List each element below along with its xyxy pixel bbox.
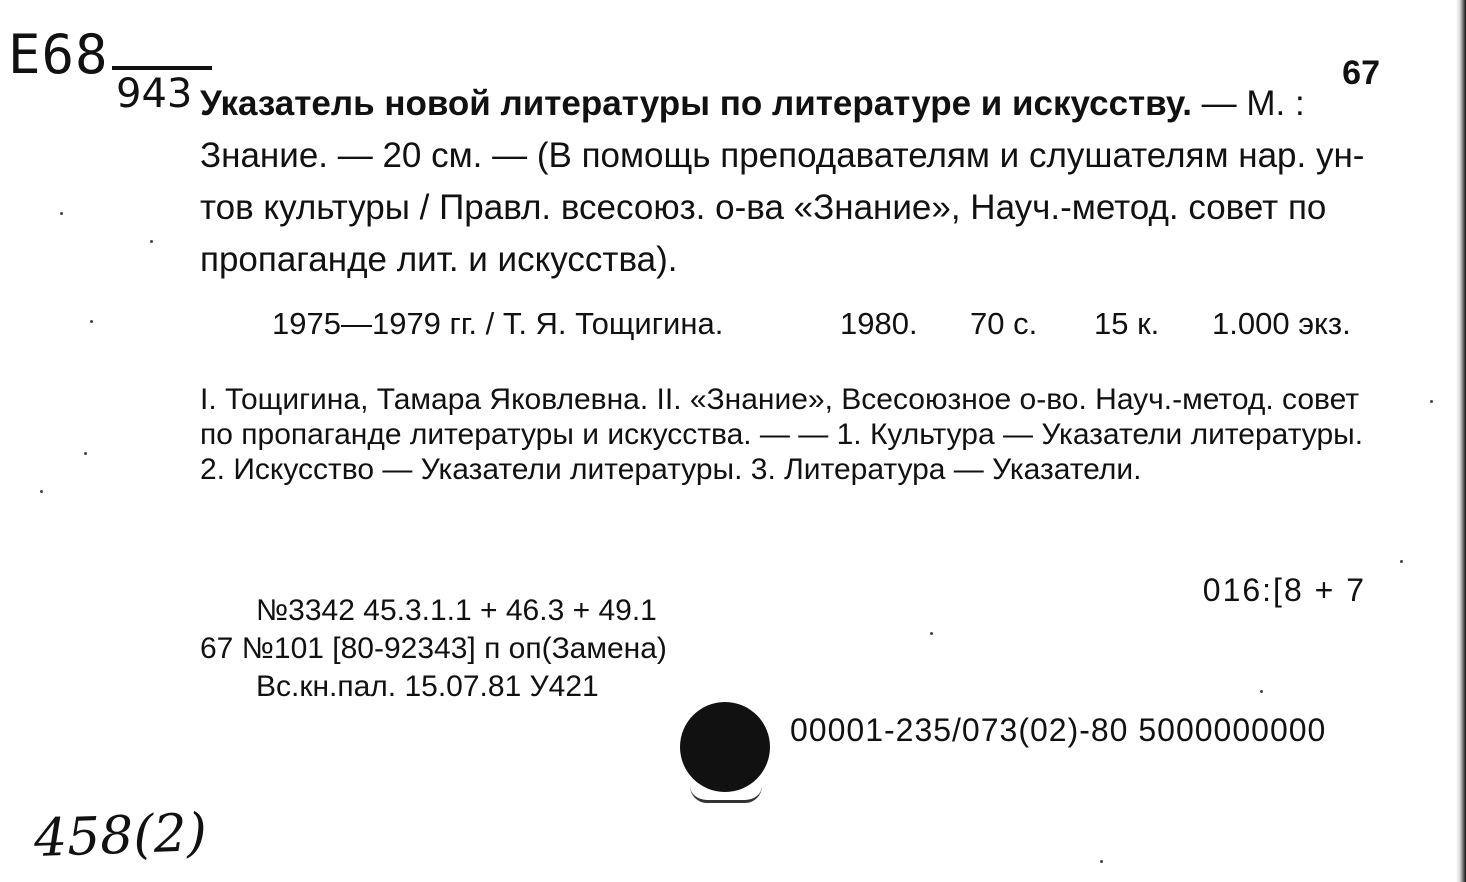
title-rest: — М. : Знание. — 20 см. — (В помощь преподавателям и слушателям нар. ун-тов культуры / Правл. всесоюз. о-ва «Знание», Науч.-метод. совет по пропаганде лит. и искусства). bbox=[200, 84, 1365, 279]
paper-speck bbox=[930, 632, 933, 635]
punch-hole bbox=[680, 702, 770, 792]
paper-speck bbox=[1100, 860, 1103, 863]
classification-index: 016:[8 + 7 bbox=[1202, 572, 1366, 608]
page-count: 70 с. bbox=[970, 306, 1038, 341]
technical-line-1: №3342 45.3.1.1 + 46.3 + 49.1 bbox=[256, 594, 657, 627]
price: 15 к. bbox=[1094, 306, 1160, 341]
paper-speck bbox=[1430, 400, 1433, 403]
contents-note: 1975—1979 гг. / Т. Я. Тощигина. bbox=[272, 306, 724, 341]
paper-speck bbox=[60, 212, 63, 215]
paper-speck bbox=[150, 240, 153, 243]
shelf-mark-code: Е68 bbox=[8, 23, 109, 86]
bibliographic-description bbox=[200, 78, 1370, 286]
card-number: 67 bbox=[1342, 54, 1380, 92]
technical-line-2: 67 №101 [80-92343] п оп(Замена) bbox=[200, 632, 667, 665]
paper-speck bbox=[1400, 560, 1403, 563]
shelf-mark-number: 943 bbox=[116, 71, 193, 117]
technical-line-3: Вс.кн.пал. 15.07.81 У421 bbox=[256, 670, 599, 703]
paper-speck bbox=[84, 452, 87, 455]
publication-year: 1980. bbox=[840, 306, 918, 341]
technical-data bbox=[200, 592, 667, 706]
paper-speck bbox=[90, 320, 93, 323]
punch-hole-shadow bbox=[690, 786, 762, 803]
print-run: 1.000 экз. bbox=[1212, 306, 1351, 341]
edition-code: 00001-235/073(02)-80 5000000000 bbox=[790, 712, 1327, 748]
tracings: I. Тощигина, Тамара Яковлевна. II. «Знание», Всесоюзное о-во. Науч.-метод. совет по пропаганде литературы и искусства. — — 1. Культура — Указатели литературы. 2. Искусство — Указатели литературы. 3. Литература — Указатели. bbox=[200, 383, 1364, 486]
title-lead: Указатель новой литературы по литературе и искусству. bbox=[200, 84, 1192, 123]
card-edge-shadow bbox=[1456, 0, 1466, 882]
handwritten-note: 458(2) bbox=[33, 803, 208, 869]
paper-speck bbox=[1260, 690, 1263, 693]
paper-speck bbox=[40, 490, 43, 493]
